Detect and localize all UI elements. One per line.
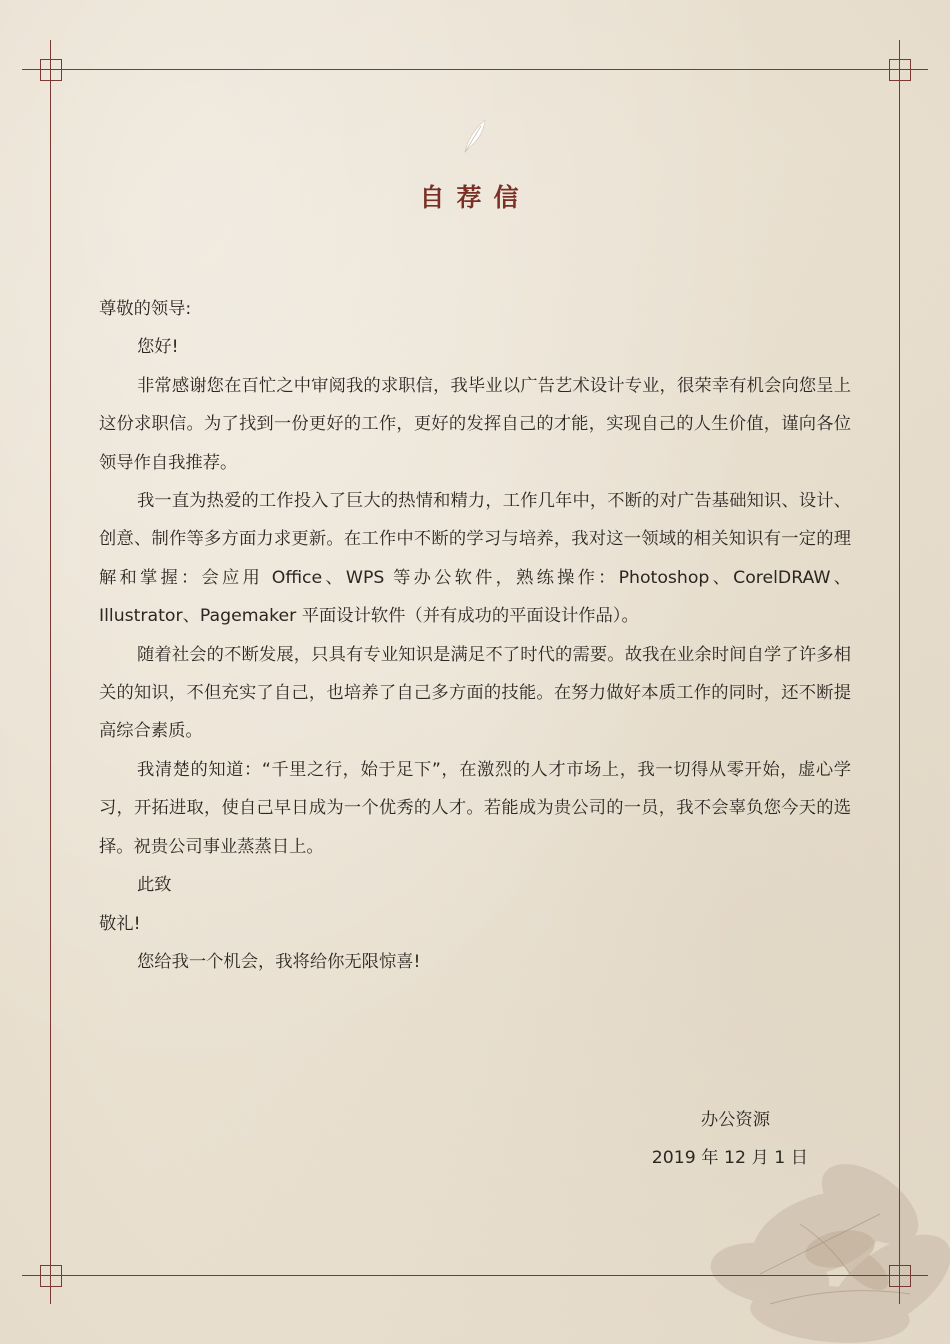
flower-decoration [650,1044,950,1344]
frame-bottom-line [22,1275,928,1276]
signature: 办公资源 [700,1110,770,1130]
paragraph: 非常感谢您在百忙之中审阅我的求职信，我毕业以广告艺术设计专业，很荣幸有机会向您呈上这份求职信。为了找到一份更好的工作，更好的发挥自己的才能，实现自己的人生价值，谨向各位领导作自我推荐。 [99,375,851,473]
closing-line: 此致 [137,875,172,896]
postscript: 您给我一个机会，我将给你无限惊喜! [137,951,421,972]
salutation: 尊敬的领导: [99,299,192,319]
paragraph: 随着社会的不断发展，只具有专业知识是满足不了时代的需要。故我在业余时间自学了许多相关的知识，不但充实了自己，也培养了自己多方面的技能。在努力做好本质工作的同时，还不断提高综合素质。 [99,644,851,742]
closing-regards: 敬礼! [99,913,141,934]
frame-corner-bottom-right [889,1265,911,1287]
frame-corner-top-right [889,59,911,81]
paragraph: 我一直为热爱的工作投入了巨大的热情和精力，工作几年中，不断的对广告基础知识、设计、创意、制作等多方面力求更新。在工作中不断的学习与培养，我对这一领域的相关知识有一定的理解和掌握：会应用 Office、WPS 等办公软件，熟练操作：Photoshop、CorelDRAW、Illustrator、Pagemaker 平面设计软件（并有成功的平面设计作品）。 [99,491,851,627]
frame-corner-top-left [40,59,62,81]
letter-body [99,290,851,981]
greeting: 您好! [137,337,179,358]
letter-date: 2019 年 12 月 1 日 [651,1148,808,1168]
paragraph: 我清楚的知道：“千里之行，始于足下”，在激烈的人才市场上，我一切得从零开始，虚心学习，开拓进取，使自己早日成为一个优秀的人才。若能成为贵公司的一员，我不会辜负您今天的选择。祝贵公司事业蒸蒸日上。 [99,759,851,857]
letter-title: 自荐信 [419,183,531,212]
frame-top-line [22,69,928,70]
frame-corner-bottom-left [40,1265,62,1287]
feather-icon [459,116,491,156]
